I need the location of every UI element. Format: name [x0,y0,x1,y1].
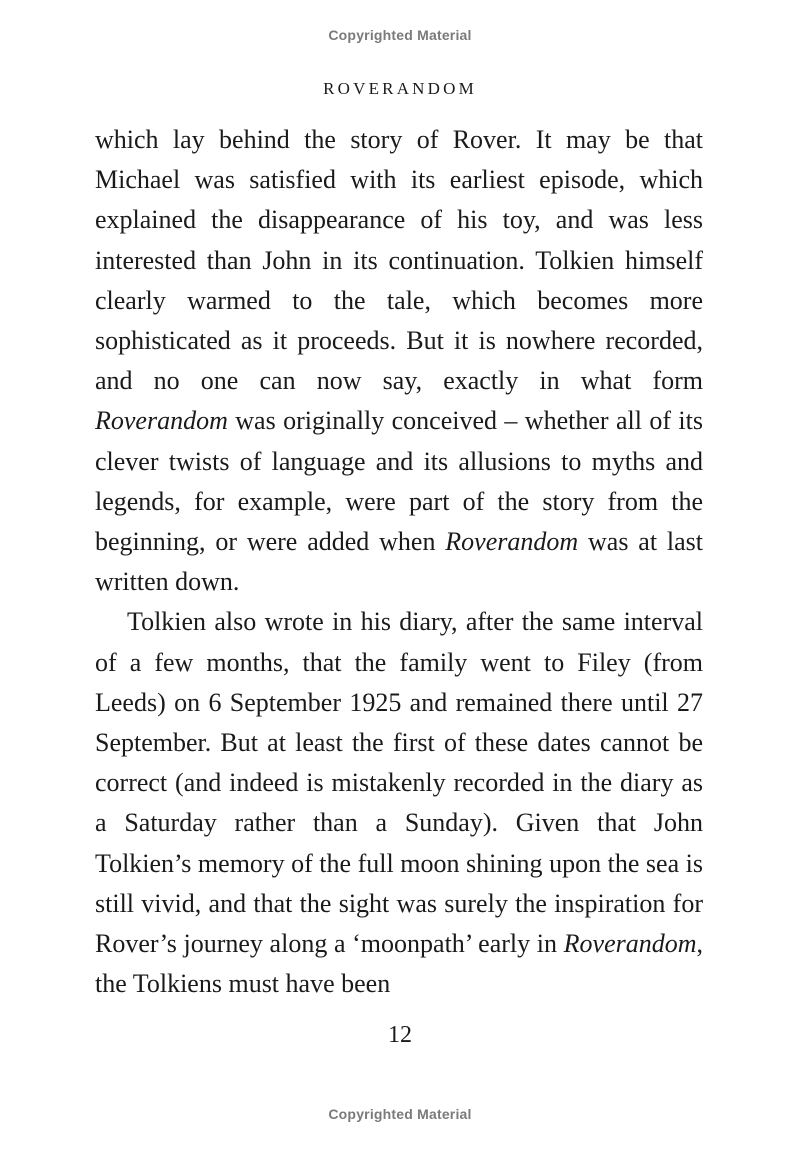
book-title-italic: Roverandom [445,527,579,557]
paragraph-1 [95,120,703,602]
text-segment: , the Tolkiens must have been [95,929,703,999]
book-title-italic: Roverandom [563,929,697,959]
book-title-italic: Roverandom [95,406,228,436]
text-segment: was at last written down. [95,527,703,597]
page-number: 12 [388,1022,412,1048]
text-segment: which lay behind the story of Rover. It may be that Michael was satisfied with its earliest episode, which explained the disappearance of his toy, and was less interested than John in its continuation. Tolkien himself clearly warmed to the tale, which becomes more sophisticated as it proceeds. But it is nowhere recorded, and no one can now say, exactly in what form [95,125,703,396]
paragraph-2 [95,602,703,1004]
copyright-watermark-bottom: Copyrighted Material [328,1106,472,1122]
running-head: ROVERANDOM [323,79,477,98]
copyright-watermark-top: Copyrighted Material [328,27,472,43]
body-text [95,120,703,1004]
text-segment: was originally conceived – whether all of its clever twists of language and its allusions to myths and legends, for example, were part of the story from the beginning, or were added when [95,406,703,557]
text-segment: Tolkien also wrote in his diary, after the same interval of a few months, that the family went to Filey (from Leeds) on 6 September 1925 and remained there until 27 September. But at least the first of these dates cannot be correct (and indeed is mistakenly recorded in the diary as a Saturday rather than a Sunday). Given that John Tolkien’s memory of the full moon shining upon the sea is still vivid, and that the sight was surely the inspiration for Rover’s journey along a ‘moonpath’ early in [95,607,703,959]
